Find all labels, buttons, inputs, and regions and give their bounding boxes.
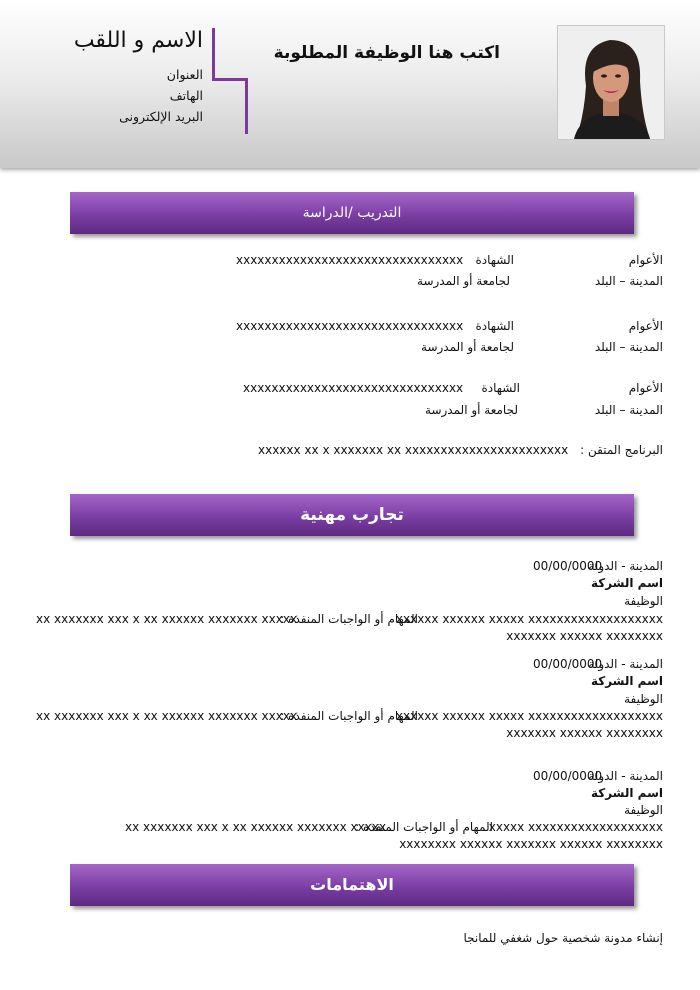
exp-3-location: المدينة - الدولة xyxy=(588,769,663,783)
exp-2-position: الوظيفة xyxy=(624,692,663,706)
edu-1-school: لجامعة أو المدرسة xyxy=(417,274,510,288)
experience-section-heading: تجارب مهنية xyxy=(70,494,634,536)
exp-3-duties-x-after: xx xxxxxxx xxx x xx xxxxxx xxxxxxx xxxxx xyxy=(125,820,387,834)
profile-photo xyxy=(557,25,665,140)
exp-2-company: اسم الشركة xyxy=(590,674,663,688)
exp-1-company: اسم الشركة xyxy=(590,576,663,590)
exp-1-location: المدينة - الدولة xyxy=(588,559,663,573)
edu-1-degree-label: الشهادة xyxy=(475,253,514,267)
exp-2-duties-label: المهام أو الواجبات المنفذة : xyxy=(280,709,418,723)
portrait-image xyxy=(558,26,664,139)
edu-3-degree-label: الشهادة xyxy=(481,381,520,395)
accent-line-diagonal xyxy=(212,78,248,81)
edu-3-city: المدينة – البلد xyxy=(594,403,663,417)
edu-2-degree-label: الشهادة xyxy=(475,319,514,333)
interests-text: إنشاء مدونة شخصية حول شغفي للمانجا xyxy=(463,931,663,945)
address-label: العنوان xyxy=(166,67,203,82)
accent-line-top xyxy=(212,28,215,80)
phone-label: الهاتف xyxy=(169,88,203,103)
exp-1-position: الوظيفة xyxy=(624,594,663,608)
software-label: البرنامج المتقن : xyxy=(580,443,663,457)
job-title: اكتب هنا الوظيفة المطلوبة xyxy=(273,43,500,63)
exp-1-duties-x-after: xx xxxxxxx xxx x xx xxxxxx xxxxxxx xxxxx xyxy=(36,612,298,626)
email-label: البريد الإلكترونى xyxy=(119,109,203,124)
interests-section-heading: الاهتمامات xyxy=(70,864,634,906)
exp-3-duties-label: المهام أو الواجبات المنفذة : xyxy=(355,820,493,834)
edu-2-school: لجامعة أو المدرسة xyxy=(421,340,514,354)
edu-2-city: المدينة – البلد xyxy=(594,340,663,354)
exp-1-duties-x-before: xxxxxx xxxxxx xxxxx xxxxxxxxxxxxxxxxxxx xyxy=(395,612,663,626)
edu-2-degree-value: xxxxxxxxxxxxxxxxxxxxxxxxxxxxxxxx xyxy=(236,319,464,333)
exp-1-date: 00/00/0000 xyxy=(533,559,603,573)
exp-2-location: المدينة - الدولة xyxy=(588,657,663,671)
edu-3-years: الأعوام xyxy=(628,381,663,395)
edu-2-years: الأعوام xyxy=(628,319,663,333)
full-name: الاسم و اللقب xyxy=(73,28,203,53)
exp-3-duties-line2: xxxxxxxx xxxxxx xxxxxxx xxxxxx xxxxxxxx xyxy=(399,837,663,851)
exp-2-duties-line2: xxxxxxx xxxxxx xxxxxxxx xyxy=(506,726,663,740)
exp-2-date: 00/00/0000 xyxy=(533,657,603,671)
exp-3-position: الوظيفة xyxy=(624,803,663,817)
accent-line-bottom xyxy=(245,78,248,134)
exp-3-duties-x-before: xxxxx xxxxxxxxxxxxxxxxxxx xyxy=(488,820,663,834)
exp-2-duties-x-after: xx xxxxxxx xxx x xx xxxxxx xxxxxxx xxxxx xyxy=(36,709,298,723)
edu-1-city: المدينة – البلد xyxy=(594,274,663,288)
exp-3-company: اسم الشركة xyxy=(590,786,663,800)
edu-3-school: لجامعة أو المدرسة xyxy=(425,403,518,417)
exp-1-duties-line2: xxxxxxx xxxxxx xxxxxxxx xyxy=(506,629,663,643)
edu-3-degree-value: xxxxxxxxxxxxxxxxxxxxxxxxxxxxxxx xyxy=(243,381,464,395)
software-value: xxxxxx xx x xxxxxxx xx xxxxxxxxxxxxxxxxxxxxxxx xyxy=(258,443,569,457)
edu-1-degree-value: xxxxxxxxxxxxxxxxxxxxxxxxxxxxxxxx xyxy=(236,253,464,267)
education-section-heading: التدريب /الدراسة xyxy=(70,192,634,234)
exp-1-duties-label: المهام أو الواجبات المنفذة : xyxy=(280,612,418,626)
exp-3-date: 00/00/0000 xyxy=(533,769,603,783)
exp-2-duties-x-before: xxxxxx xxxxxx xxxxx xxxxxxxxxxxxxxxxxxx xyxy=(395,709,663,723)
edu-1-years: الأعوام xyxy=(628,253,663,267)
